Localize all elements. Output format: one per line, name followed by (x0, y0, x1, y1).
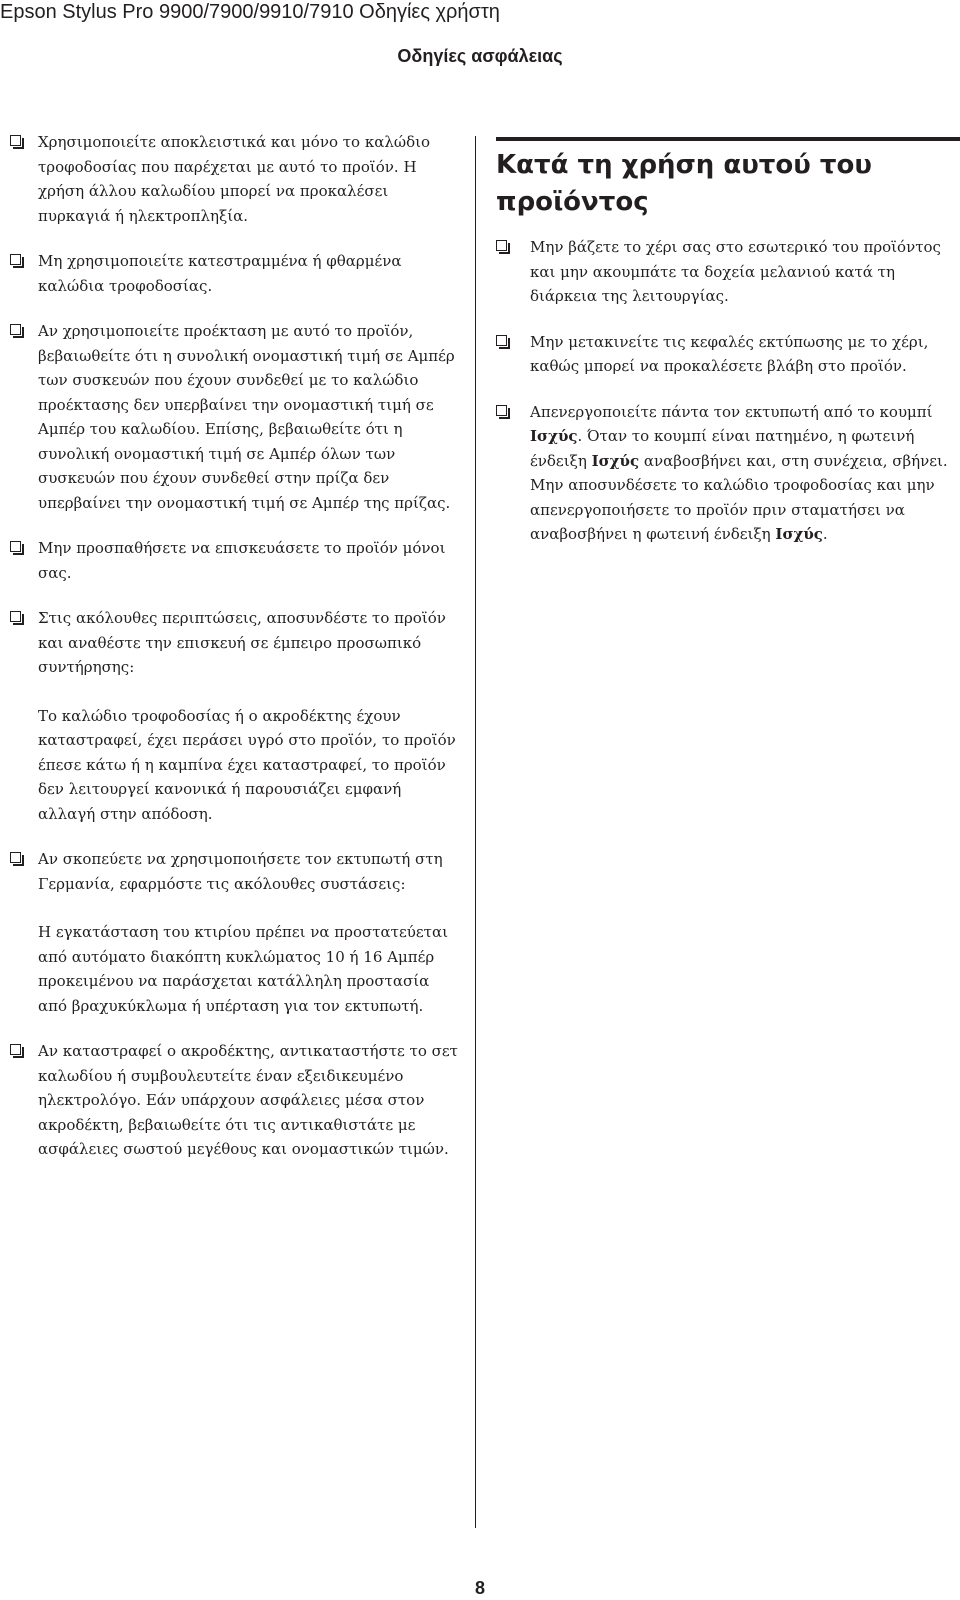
checkbox-bullet-icon (10, 1044, 21, 1055)
list-item-text: Μην προσπαθήσετε να επισκευάσετε το προϊόν μόνοι σας. (38, 539, 446, 582)
list-item-detail: Η εγκατάσταση του κτιρίου πρέπει να προστατεύεται από αυτόματο διακόπτη κυκλώματος 10 ή 16 Αμπέρ προκειμένου να παράσχεται κατάλληλη προστασία από βραχυκύκλωμα ή υπέρταση για τον εκτυπωτή. (38, 923, 448, 1015)
checkbox-bullet-icon (10, 541, 21, 552)
power-light-label: Ισχύς (775, 525, 823, 543)
list-item-text: Αν καταστραφεί ο ακροδέκτης, αντικαταστήστε το σετ καλωδίου ή συμβουλευτείτε έναν εξειδικευμένο ηλεκτρολόγο. Εάν υπάρχουν ασφάλειες μέσα στον ακροδέκτη, βεβαιωθείτε ότι τις αντικαθιστάτε με ασφάλειες σωστού μεγέθους και ονομαστικών τιμών. (38, 1042, 458, 1158)
list-item-detail: Το καλώδιο τροφοδοσίας ή ο ακροδέκτης έχουν καταστραφεί, έχει περάσει υγρό στο προϊόν, το προϊόν έπεσε κάτω ή η καμπίνα έχει καταστραφεί, το προϊόν δεν λειτουργεί κανονικά ή παρουσιάζει εμφανή αλλαγή στην απόδοση. (38, 706, 456, 823)
list-item-text: Αν χρησιμοποιείτε προέκταση με αυτό το προϊόν, βεβαιωθείτε ότι η συνολική ονομαστική τιμή σε Αμπέρ των συσκευών που έχουν συνδεθεί με το καλώδιο προέκτασης δεν υπερβαίνει την ονομαστική τιμή σε Αμπέρ του καλωδίου. Επίσης, βεβαιωθείτε ότι η συνολική ονομαστική τιμή σε Αμπέρ όλων των συσκευών που έχουν συνδεθεί στην πρίζα δεν υπερβαίνει την ονομαστική τιμή σε Αμπέρ της πρίζας. (38, 322, 455, 512)
section-title: Οδηγίες ασφάλειας (397, 46, 563, 66)
list-item (10, 130, 460, 228)
list-item-text: Απενεργοποιείτε πάντα τον εκτυπωτή από το κουμπί Ισχύς. Όταν το κουμπί είναι πατημένο, η φωτεινή ένδειξη Ισχύς αναβοσβήνει και, στη συνέχεια, σβήνει. Μην αποσυνδέσετε το καλώδιο τροφοδοσίας και μην απενεργοποιήσετε το προϊόν πριν σταματήσει να αναβοσβήνει η φωτεινή ένδειξη Ισχύς. (530, 402, 948, 543)
list-item (10, 1039, 460, 1162)
checkbox-bullet-icon (496, 240, 507, 251)
list-item-text: Μην βάζετε το χέρι σας στο εσωτερικό του προϊόντος και μην ακουμπάτε τα δοχεία μελανιού κατά τη διάρκεια της λειτουργίας. (530, 238, 941, 305)
list-item-text: Στις ακόλουθες περιπτώσεις, αποσυνδέστε το προϊόν και αναθέστε την επισκευή σε έμπειρο προσωπικό συντήρησης: (38, 609, 446, 676)
list-item-text: Χρησιμοποιείτε αποκλειστικά και μόνο το καλώδιο τροφοδοσίας που παρέχεται με αυτό το προϊόν. Η χρήση άλλου καλωδίου μπορεί να προκαλέσει πυρκαγιά ή ηλεκτροπληξία. (38, 133, 431, 225)
list-item (10, 606, 460, 826)
list-item (496, 400, 956, 547)
checkbox-bullet-icon (10, 135, 21, 146)
checkbox-bullet-icon (496, 335, 507, 346)
left-column (10, 130, 460, 1183)
list-item (10, 319, 460, 515)
list-item (10, 536, 460, 585)
checkbox-bullet-icon (496, 405, 507, 416)
power-button-label: Ισχύς (530, 427, 578, 445)
checkbox-bullet-icon (10, 611, 21, 622)
checkbox-bullet-icon (10, 324, 21, 335)
list-item (496, 235, 956, 309)
checkbox-bullet-icon (10, 852, 21, 863)
list-item-text: Μη χρησιμοποιείτε κατεστραμμένα ή φθαρμένα καλώδια τροφοδοσίας. (38, 252, 402, 295)
list-item (496, 330, 956, 379)
list-item-text: Αν σκοπεύετε να χρησιμοποιήσετε τον εκτυπωτή στη Γερμανία, εφαρμόστε τις ακόλουθες συστάσεις: (38, 850, 443, 893)
power-light-label: Ισχύς (591, 451, 640, 470)
document-header-title: Epson Stylus Pro 9900/7900/9910/7910 Οδηγίες χρήστη (0, 1, 500, 23)
right-column (496, 137, 956, 568)
list-item (10, 847, 460, 1018)
usage-heading: Κατά τη χρήση αυτού του προϊόντος (496, 150, 872, 217)
page-number: 8 (474, 1578, 485, 1598)
column-divider (475, 136, 476, 1528)
checkbox-bullet-icon (10, 254, 21, 265)
list-item-text: Μην μετακινείτε τις κεφαλές εκτύπωσης με το χέρι, καθώς μπορεί να προκαλέσετε βλάβη στο προϊόν. (530, 332, 929, 375)
list-item (10, 249, 460, 298)
